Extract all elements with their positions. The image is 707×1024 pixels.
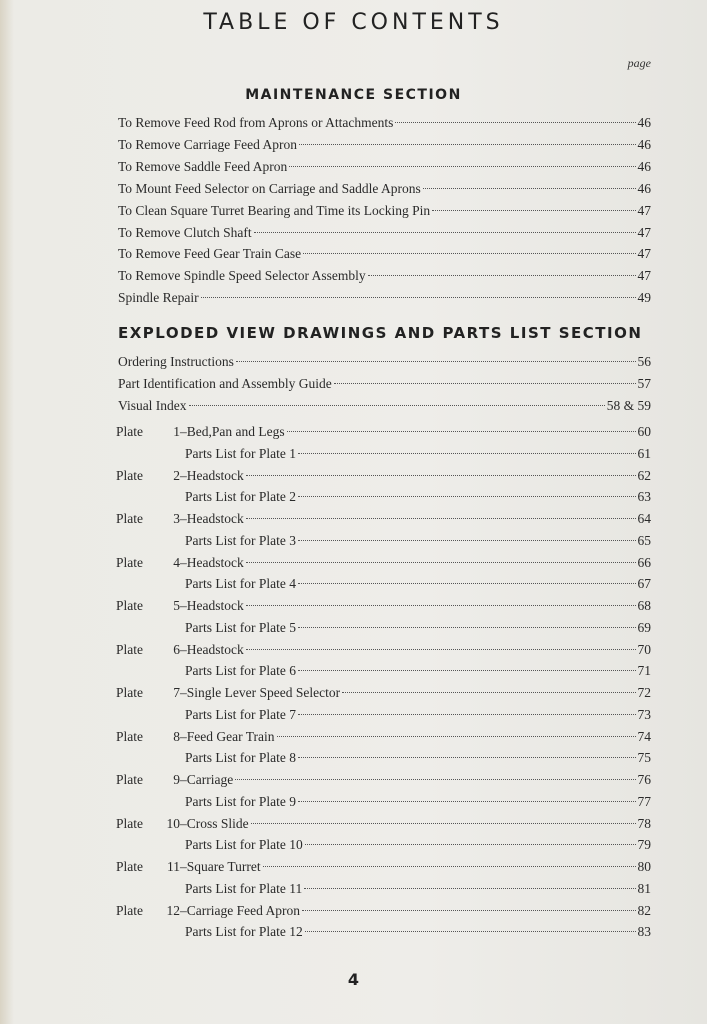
leader-dots	[298, 540, 636, 541]
toc-entry-label	[116, 857, 261, 877]
plate-title: –Headstock	[180, 554, 244, 570]
parts-list-entry[interactable]	[185, 531, 651, 551]
toc-entry-label	[116, 553, 244, 573]
plate-prefix: Plate	[116, 511, 143, 526]
plate-entry[interactable]	[116, 422, 651, 442]
toc-entry-label: To Remove Spindle Speed Selector Assembly	[118, 268, 366, 284]
toc-entry-label: To Remove Saddle Feed Apron	[118, 158, 288, 174]
plate-entry[interactable]	[116, 901, 651, 921]
toc-entry-page: 60	[637, 424, 651, 439]
toc-entry-label: Parts List for Plate 2	[185, 489, 296, 505]
plate-number: 1	[173, 424, 180, 439]
toc-entry-label: Parts List for Plate 12	[185, 924, 303, 940]
leader-dots	[342, 692, 635, 693]
toc-entry-page: 81	[637, 880, 651, 896]
maintenance-entry[interactable]	[118, 135, 651, 155]
plate-title: –Square Turret	[180, 859, 261, 874]
page-title: TABLE OF CONTENTS	[203, 10, 504, 35]
leader-dots	[235, 779, 635, 780]
leader-dots	[277, 736, 636, 737]
toc-entry-label	[116, 422, 285, 442]
toc-entry-label: Parts List for Plate 7	[185, 706, 296, 722]
leader-dots	[298, 496, 636, 497]
toc-entry-page: 63	[637, 489, 651, 505]
exploded-intro-entry[interactable]	[118, 396, 651, 416]
plate-entry[interactable]	[116, 596, 651, 616]
leader-dots	[334, 383, 636, 384]
plate-number: 12	[166, 902, 180, 918]
plate-entry[interactable]	[116, 553, 651, 573]
plate-title: –Single Lever Speed Selector	[180, 685, 341, 700]
exploded-intro-entry[interactable]	[118, 374, 651, 394]
toc-entry-page: 67	[637, 576, 651, 592]
plate-entry[interactable]	[116, 727, 651, 747]
toc-entry-page: 75	[637, 750, 651, 766]
toc-entry-label: Visual Index	[118, 397, 187, 413]
toc-entry-label: Parts List for Plate 4	[185, 576, 296, 592]
parts-list-entry[interactable]	[185, 835, 651, 855]
plate-number: 8	[173, 728, 180, 744]
toc-entry-page: 47	[637, 224, 651, 240]
leader-dots	[423, 188, 636, 189]
plate-entry[interactable]	[116, 770, 651, 790]
toc-entry-label: To Clean Square Turret Bearing and Time its Locking Pin	[118, 202, 431, 218]
leader-dots	[298, 453, 636, 454]
toc-entry-label: Parts List for Plate 3	[185, 532, 296, 548]
toc-entry-page: 47	[637, 202, 651, 218]
leader-dots	[246, 562, 636, 563]
plate-title: –Headstock	[180, 598, 244, 613]
parts-list-entry[interactable]	[185, 792, 651, 812]
plate-prefix: Plate	[116, 424, 143, 439]
toc-entry-page: 56	[637, 354, 651, 369]
maintenance-entry[interactable]	[118, 244, 651, 264]
toc-entry-label: Parts List for Plate 6	[185, 663, 296, 679]
maintenance-entry[interactable]	[118, 266, 651, 286]
leader-dots	[304, 888, 635, 889]
leader-dots	[303, 253, 635, 254]
exploded-section-heading: EXPLODED VIEW DRAWINGS AND PARTS LIST SECTION	[118, 324, 643, 342]
toc-entry-label: To Remove Feed Gear Train Case	[118, 246, 302, 262]
plate-title: –Carriage	[180, 772, 234, 787]
plate-number: 3	[173, 511, 180, 526]
leader-dots	[254, 232, 636, 233]
toc-entry-page: 83	[637, 924, 651, 940]
toc-entry-label: To Remove Feed Rod from Aprons or Attachments	[118, 115, 394, 130]
toc-entry-label	[116, 640, 244, 660]
plate-number: 9	[173, 772, 180, 787]
toc-entry-page: 58 & 59	[606, 397, 651, 413]
plate-prefix: Plate	[116, 902, 143, 918]
toc-entry-label: Parts List for Plate 5	[185, 619, 296, 635]
toc-entry-page: 70	[637, 641, 651, 657]
toc-entry-page: 82	[637, 902, 651, 918]
toc-entry-page: 79	[637, 837, 651, 853]
toc-entry-label	[116, 901, 300, 921]
leader-dots	[298, 627, 636, 628]
leader-dots	[246, 475, 636, 476]
leader-dots	[298, 583, 636, 584]
toc-entry-label	[116, 466, 244, 486]
maintenance-entry[interactable]	[118, 223, 651, 243]
leader-dots	[432, 210, 635, 211]
toc-entry-label: Part Identification and Assembly Guide	[118, 375, 332, 391]
plate-entry[interactable]	[116, 466, 651, 486]
parts-list-entry[interactable]	[185, 618, 651, 638]
toc-entry-page: 64	[637, 511, 651, 526]
leader-dots	[298, 714, 636, 715]
leader-dots	[236, 361, 636, 362]
leader-dots	[298, 757, 636, 758]
leader-dots	[246, 518, 636, 519]
leader-dots	[289, 166, 635, 167]
plate-entry[interactable]	[116, 640, 651, 660]
leader-dots	[298, 801, 636, 802]
plate-title: –Carriage Feed Apron	[180, 902, 300, 918]
toc-entry-page: 49	[637, 290, 651, 306]
parts-list-entry[interactable]	[185, 922, 651, 942]
page-number: 4	[347, 970, 360, 989]
toc-entry-page: 78	[637, 815, 651, 831]
toc-entry-page: 46	[637, 136, 651, 152]
plate-prefix: Plate	[116, 598, 143, 613]
toc-entry-label: Parts List for Plate 8	[185, 750, 296, 766]
plate-title: –Cross Slide	[180, 815, 249, 831]
toc-entry-label: Ordering Instructions	[118, 354, 234, 369]
plate-prefix: Plate	[116, 554, 143, 570]
toc-entry-label	[116, 683, 340, 703]
toc-entry-label: Parts List for Plate 10	[185, 837, 303, 853]
plate-number: 7	[173, 685, 180, 700]
leader-dots	[246, 649, 636, 650]
toc-entry-label	[116, 509, 244, 529]
plate-prefix: Plate	[116, 859, 143, 874]
plate-prefix: Plate	[116, 815, 143, 831]
toc-entry-label: Parts List for Plate 1	[185, 445, 296, 461]
toc-entry-page: 71	[637, 663, 651, 679]
leader-dots	[263, 866, 636, 867]
leader-dots	[299, 144, 635, 145]
parts-list-entry[interactable]	[185, 748, 651, 768]
toc-entry-page: 74	[637, 728, 651, 744]
plate-prefix: Plate	[116, 641, 143, 657]
maintenance-entry[interactable]	[118, 201, 651, 221]
maintenance-entry[interactable]	[118, 157, 651, 177]
plate-title: –Bed,Pan and Legs	[180, 424, 285, 439]
leader-dots	[302, 910, 636, 911]
page-column-label: page	[627, 56, 651, 70]
leader-dots	[189, 405, 605, 406]
toc-entry-label	[116, 814, 249, 834]
plate-prefix: Plate	[116, 685, 143, 700]
leader-dots	[395, 122, 635, 123]
leader-dots	[201, 297, 636, 298]
plate-prefix: Plate	[116, 728, 143, 744]
toc-entry-label	[116, 770, 233, 790]
leader-dots	[298, 670, 636, 671]
plate-prefix: Plate	[116, 467, 143, 483]
toc-entry-label: Spindle Repair	[118, 290, 199, 306]
toc-entry-page: 80	[637, 859, 651, 874]
plate-number: 2	[173, 467, 180, 483]
toc-entry-page: 77	[637, 793, 651, 809]
maintenance-entry[interactable]	[118, 113, 651, 133]
plate-entry[interactable]	[116, 814, 651, 834]
plate-number: 11	[167, 859, 180, 874]
maintenance-section-heading: MAINTENANCE SECTION	[245, 87, 462, 103]
toc-entry-page: 47	[637, 246, 651, 262]
leader-dots	[251, 823, 636, 824]
toc-entry-label: To Mount Feed Selector on Carriage and Saddle Aprons	[118, 180, 421, 196]
parts-list-entry[interactable]	[185, 444, 651, 464]
toc-entry-page: 68	[637, 598, 651, 613]
plate-title: –Feed Gear Train	[180, 728, 275, 744]
plate-title: –Headstock	[180, 641, 244, 657]
plate-number: 4	[173, 554, 180, 570]
maintenance-entry[interactable]	[118, 288, 651, 308]
maintenance-entry[interactable]	[118, 179, 651, 199]
toc-entry-page: 62	[637, 467, 651, 483]
toc-entry-label: To Remove Carriage Feed Apron	[118, 136, 298, 152]
leader-dots	[246, 605, 636, 606]
plate-entry[interactable]	[116, 857, 651, 877]
plate-title: –Headstock	[180, 467, 244, 483]
parts-list-entry[interactable]	[185, 879, 651, 899]
plate-title: –Headstock	[180, 511, 244, 526]
toc-entry-label: Parts List for Plate 11	[185, 880, 303, 896]
toc-entry-page: 46	[637, 158, 651, 174]
plate-number: 6	[173, 641, 180, 657]
toc-entry-page: 47	[637, 268, 651, 284]
toc-entry-page: 46	[637, 180, 651, 196]
plate-prefix: Plate	[116, 772, 143, 787]
toc-entry-page: 69	[637, 619, 651, 635]
plate-entry[interactable]	[116, 683, 651, 703]
parts-list-entry[interactable]	[185, 705, 651, 725]
leader-dots	[287, 431, 636, 432]
toc-entry-page: 66	[637, 554, 651, 570]
toc-entry-label: To Remove Clutch Shaft	[118, 224, 252, 240]
plate-number: 5	[173, 598, 180, 613]
plate-number: 10	[166, 815, 180, 831]
toc-entry-page: 46	[637, 115, 651, 130]
toc-entry-page: 57	[637, 375, 651, 391]
exploded-intro-entry[interactable]	[118, 352, 651, 372]
parts-list-entry[interactable]	[185, 661, 651, 681]
parts-list-entry[interactable]	[185, 574, 651, 594]
leader-dots	[305, 931, 636, 932]
leader-dots	[305, 844, 636, 845]
toc-entry-page: 72	[637, 685, 651, 700]
parts-list-entry[interactable]	[185, 487, 651, 507]
toc-entry-label	[116, 596, 244, 616]
toc-entry-page: 65	[637, 532, 651, 548]
toc-entry-page: 73	[637, 706, 651, 722]
toc-entry-label	[116, 727, 275, 747]
plate-entry[interactable]	[116, 509, 651, 529]
leader-dots	[368, 275, 636, 276]
toc-entry-page: 76	[637, 772, 651, 787]
toc-entry-page: 61	[637, 445, 651, 461]
toc-entry-label: Parts List for Plate 9	[185, 793, 296, 809]
